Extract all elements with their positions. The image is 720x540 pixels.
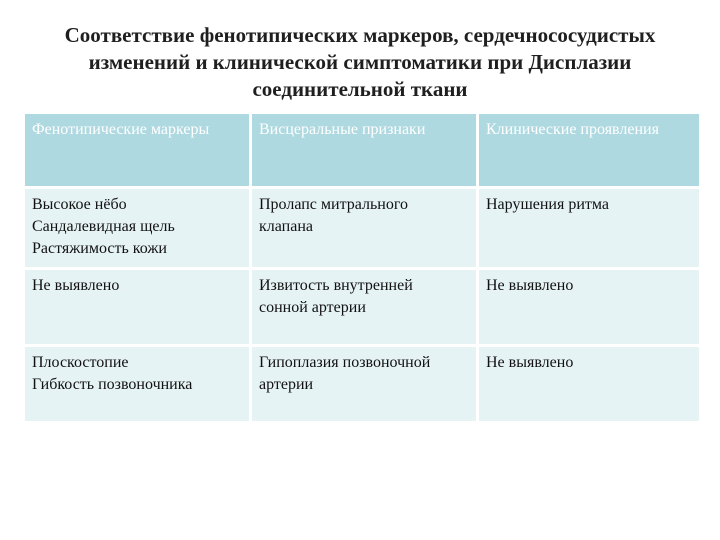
- cell-line: сонной артерии: [259, 299, 366, 316]
- table-row: [25, 347, 699, 421]
- cell-line: Не выявлено: [486, 354, 574, 371]
- cell-line: Пролапс митрального: [259, 196, 409, 213]
- cell-line: Гибкость позвоночника: [32, 376, 193, 393]
- slide-title: [40, 22, 680, 103]
- cell-line: Не выявлено: [486, 277, 574, 294]
- header-clinical-manifestations: Клинические проявления: [479, 114, 699, 186]
- cell-line: Растяжимость кожи: [32, 240, 167, 257]
- cell-clinical: [479, 347, 699, 421]
- cell-markers: [25, 189, 249, 267]
- title-line-2: изменений и клинической симптоматики при Дисплазии: [88, 50, 632, 74]
- cell-line: клапана: [259, 218, 313, 235]
- cell-line: Извитость внутренней: [259, 277, 413, 294]
- cell-line: Гипоплазия позвоночной: [259, 354, 431, 371]
- table-header: [25, 114, 699, 186]
- cell-line: Плоскостопие: [32, 354, 129, 371]
- cell-line: Сандалевидная щель: [32, 218, 175, 235]
- table-row: [25, 270, 699, 344]
- header-phenotypic-markers: Фенотипические маркеры: [25, 114, 249, 186]
- header-row: [25, 114, 699, 186]
- cell-line: артерии: [259, 376, 314, 393]
- cell-line: Высокое нёбо: [32, 196, 127, 213]
- title-line-3: соединительной ткани: [252, 77, 468, 101]
- cell-visceral: [252, 189, 476, 267]
- cell-line: Не выявлено: [32, 277, 120, 294]
- cell-line: Нарушения ритма: [486, 196, 610, 213]
- table-row: [25, 189, 699, 267]
- cell-clinical: [479, 189, 699, 267]
- cell-visceral: [252, 270, 476, 344]
- table-body: [25, 189, 699, 421]
- header-visceral-signs: Висцеральные признаки: [252, 114, 476, 186]
- cell-markers: [25, 270, 249, 344]
- correspondence-table: [22, 111, 702, 424]
- cell-visceral: [252, 347, 476, 421]
- cell-markers: [25, 347, 249, 421]
- title-line-1: Соответствие фенотипических маркеров, сердечнососудистых: [64, 23, 656, 47]
- cell-clinical: [479, 270, 699, 344]
